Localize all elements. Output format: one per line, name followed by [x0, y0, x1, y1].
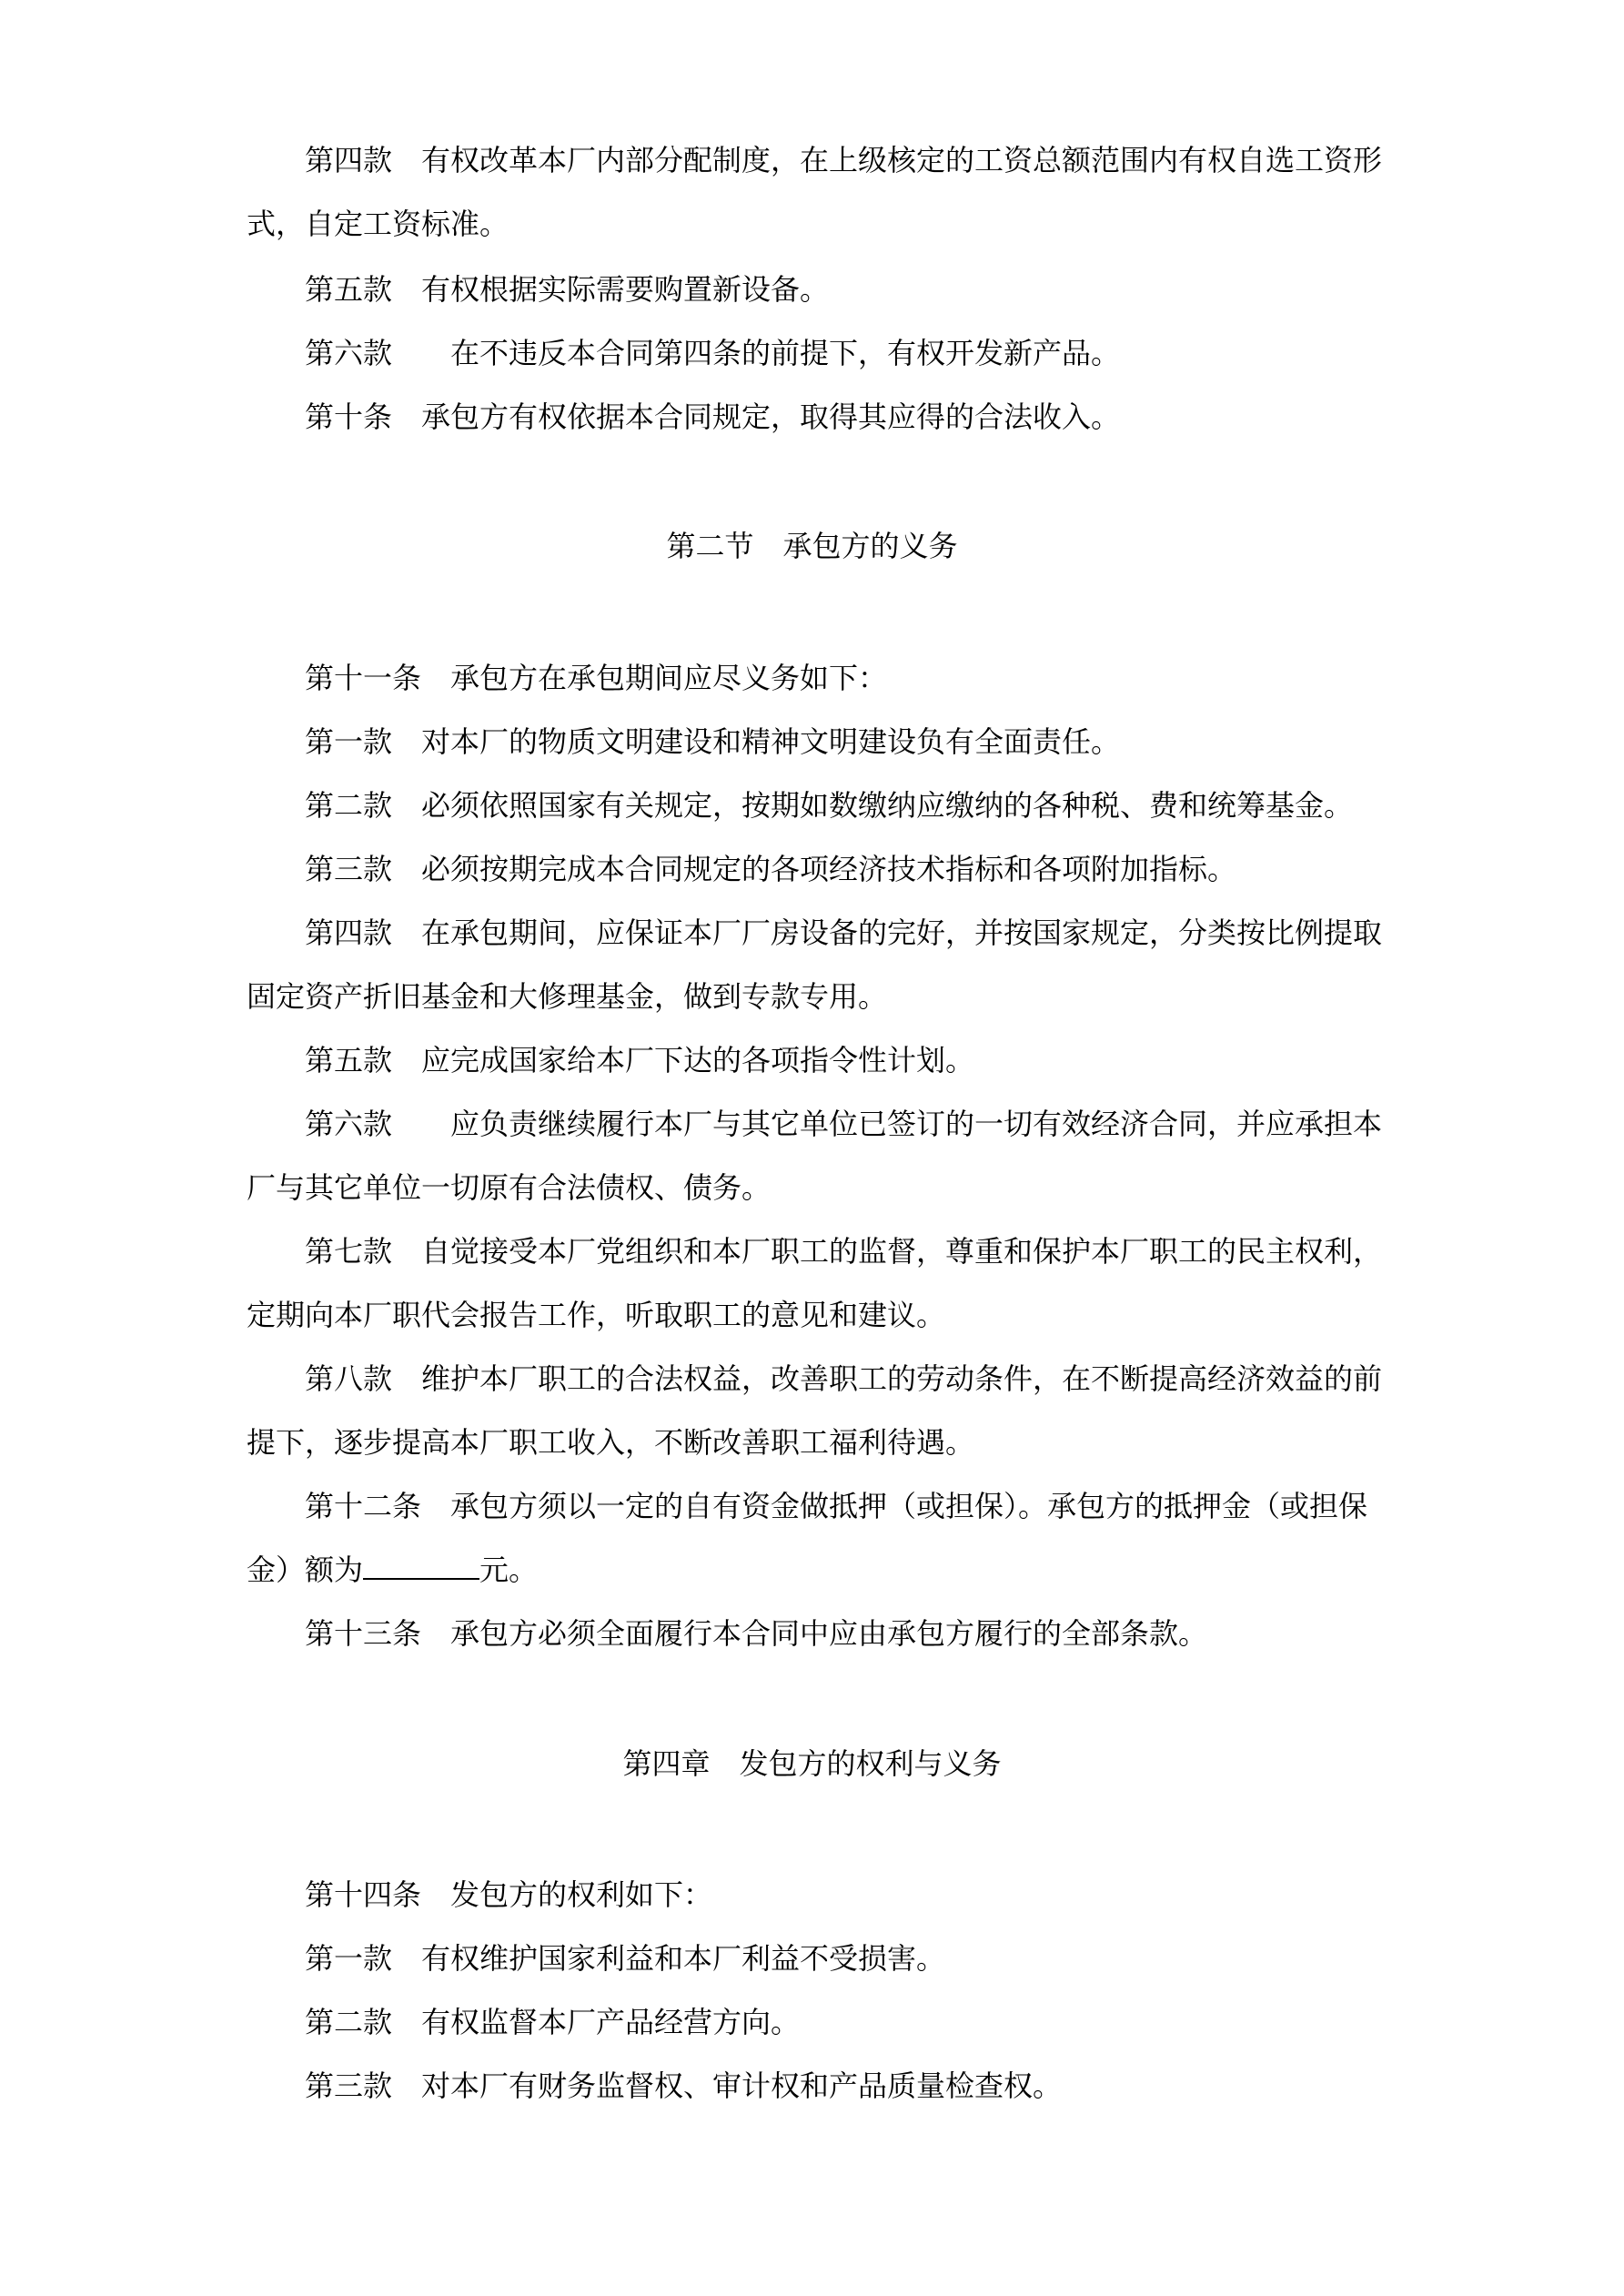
clause-label: 第七款	[305, 1234, 393, 1269]
clause-8-paragraph	[247, 1347, 1393, 1474]
section-heading-obligations	[0, 528, 1624, 564]
heading-label: 第二节	[666, 529, 754, 563]
clause-5b-paragraph	[247, 1028, 1393, 1092]
article-label: 第十条	[305, 400, 393, 434]
clause-6-paragraph	[247, 321, 1393, 385]
clause-1-paragraph	[247, 710, 1393, 774]
clause-text: 对本厂的物质文明建设和精神文明建设负有全面责任。	[421, 724, 1121, 759]
clause-2b-paragraph	[247, 1990, 1393, 2054]
article-11-paragraph	[247, 646, 1393, 710]
heading-text: 发包方的权利与义务	[739, 1746, 1002, 1781]
article-text: 发包方的权利如下：	[450, 1877, 713, 1912]
deposit-amount-blank	[363, 1553, 479, 1580]
clause-label: 第六款	[305, 1107, 393, 1141]
clause-2-paragraph	[247, 774, 1393, 837]
clause-text: 对本厂有财务监督权、审计权和产品质量检查权。	[421, 2068, 1063, 2103]
clause-5-paragraph	[247, 258, 1393, 321]
article-12-paragraph	[247, 1474, 1393, 1602]
clause-text: 应完成国家给本厂下达的各项指令性计划。	[421, 1043, 975, 1077]
clause-text: 在承包期间，应保证本厂厂房设备的完好，并按国家规定，分类按比例提取固定资产折旧基金和大修理基金，做到专款专用。	[247, 915, 1383, 1014]
clause-label: 第五款	[305, 1043, 393, 1077]
clause-text: 维护本厂职工的合法权益，改善职工的劳动条件，在不断提高经济效益的前提下，逐步提高本厂职工收入，不断改善职工福利待遇。	[247, 1361, 1383, 1460]
clause-text: 有权监督本厂产品经营方向。	[421, 2005, 801, 2039]
clause-text: 必须依照国家有关规定，按期如数缴纳应缴纳的各种税、费和统筹基金。	[421, 788, 1354, 823]
clause-4b-paragraph	[247, 901, 1393, 1028]
article-text: 承包方必须全面履行本合同中应由承包方履行的全部条款。	[450, 1616, 1208, 1651]
clause-text: 应负责继续履行本厂与其它单位已签订的一切有效经济合同，并应承担本厂与其它单位一切原有合法债权、债务。	[247, 1107, 1383, 1205]
clause-1b-paragraph	[247, 1927, 1393, 1990]
clause-text: 在不违反本合同第四条的前提下，有权开发新产品。	[450, 336, 1121, 370]
article-14-paragraph	[247, 1863, 1393, 1927]
heading-text: 承包方的义务	[782, 529, 958, 563]
chapter-heading-employer	[0, 1745, 1624, 1782]
article-label: 第十三条	[305, 1616, 422, 1651]
clause-text: 有权维护国家利益和本厂利益不受损害。	[421, 1941, 946, 1976]
article-text: 承包方在承包期间应尽义务如下：	[450, 661, 888, 695]
article-label: 第十四条	[305, 1877, 422, 1912]
clause-7-paragraph	[247, 1219, 1393, 1347]
article-label: 第十二条	[305, 1489, 422, 1523]
clause-label: 第二款	[305, 2005, 393, 2039]
clause-label: 第二款	[305, 788, 393, 823]
clause-text: 有权根据实际需要购置新设备。	[421, 272, 830, 307]
article-label: 第十一条	[305, 661, 422, 695]
clause-text: 必须按期完成本合同规定的各项经济技术指标和各项附加指标。	[421, 852, 1237, 886]
heading-label: 第四章	[622, 1746, 711, 1781]
clause-label: 第一款	[305, 1941, 393, 1976]
clause-label: 第四款	[305, 143, 393, 177]
clause-4-paragraph	[247, 128, 1393, 256]
clause-label: 第三款	[305, 2068, 393, 2103]
clause-label: 第八款	[305, 1361, 393, 1396]
clause-6b-paragraph	[247, 1092, 1393, 1219]
clause-label: 第一款	[305, 724, 393, 759]
article-13-paragraph	[247, 1602, 1393, 1665]
article-10-paragraph	[247, 385, 1393, 449]
clause-3-paragraph	[247, 837, 1393, 901]
clause-label: 第四款	[305, 915, 393, 950]
article-text-end: 元。	[479, 1553, 539, 1587]
clause-text: 自觉接受本厂党组织和本厂职工的监督，尊重和保护本厂职工的民主权利，定期向本厂职代会报告工作，听取职工的意见和建议。	[247, 1234, 1383, 1332]
clause-label: 第六款	[305, 336, 393, 370]
article-text: 承包方须以一定的自有资金做抵押（或担保）。承包方的抵押金（或担保金）额为	[247, 1489, 1368, 1587]
clause-label: 第五款	[305, 272, 393, 307]
article-text: 承包方有权依据本合同规定，取得其应得的合法收入。	[421, 400, 1121, 434]
clause-label: 第三款	[305, 852, 393, 886]
clause-3b-paragraph	[247, 2054, 1393, 2118]
clause-text: 有权改革本厂内部分配制度，在上级核定的工资总额范围内有权自选工资形式，自定工资标准。	[247, 143, 1383, 241]
